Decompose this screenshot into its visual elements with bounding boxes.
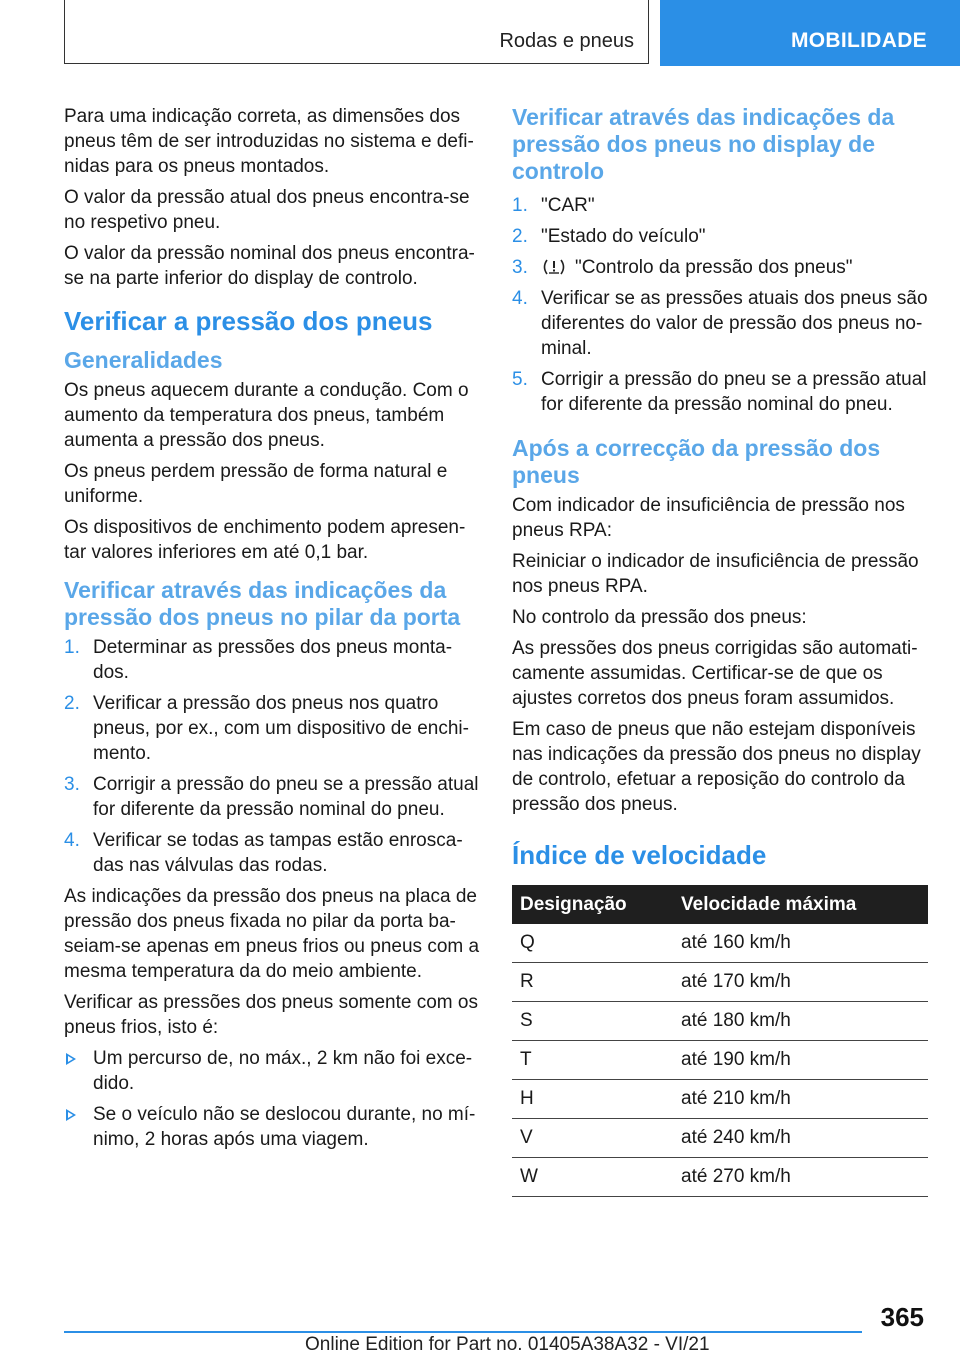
list-item <box>512 193 928 218</box>
step-number: 1. <box>64 637 80 658</box>
footer-divider <box>64 1331 862 1333</box>
step-text: Verificar se as pressões atuais dos pneus são diferentes do valor de pressão dos pneus nominal. <box>541 288 928 359</box>
page-header <box>0 0 960 66</box>
heading-control-display: Verificar através das indicações da pressão dos pneus no display de controlo <box>512 104 895 184</box>
list-item <box>64 1102 480 1152</box>
step-number: 4. <box>64 830 80 851</box>
table-cell: até 210 km/h <box>673 1080 928 1119</box>
list-item <box>64 772 480 822</box>
right-column <box>512 104 928 1197</box>
paragraph: Os dispositivos de enchimento podem apresentar valores inferiores em até 0,1 bar. <box>64 517 466 563</box>
left-column <box>64 104 480 1158</box>
list-item <box>512 224 928 249</box>
paragraph: O valor da pressão nominal dos pneus encontra-se na parte inferior do display de controlo. <box>64 243 475 289</box>
bullet-text: Se o veículo não se deslocou durante, no mínimo, 2 horas após uma viagem. <box>93 1104 476 1150</box>
list-item <box>512 286 928 361</box>
heading-generalities: Generalidades <box>64 347 223 373</box>
step-text: Determinar as pressões dos pneus montados. <box>93 637 453 683</box>
paragraph: Em caso de pneus que não estejam disponíveis nas indicações da pressão dos pneus no display de controlo, efetuar a reposição do controlo da pressão dos pneus. <box>512 719 921 815</box>
column-header: Designação <box>512 885 673 924</box>
table-row <box>512 1119 928 1158</box>
step-text: Corrigir a pressão do pneu se a pressão atual for diferente da pressão nominal do pneu. <box>541 369 927 415</box>
step-number: 3. <box>512 257 528 278</box>
table-cell: Q <box>512 924 673 963</box>
list-item <box>64 635 480 685</box>
edition-note: Online Edition for Part no. 01405A38A32 - VI/21 <box>305 1334 710 1355</box>
table-cell: até 190 km/h <box>673 1041 928 1080</box>
paragraph: Verificar as pressões dos pneus somente com os pneus frios, isto é: <box>64 992 478 1038</box>
heading-door-pillar: Verificar através das indicações da pressão dos pneus no pilar da porta <box>64 577 461 630</box>
step-number: 5. <box>512 369 528 390</box>
step-text: "Controlo da pressão dos pneus" <box>575 257 853 278</box>
paragraph: Para uma indicação correta, as dimensões dos pneus têm de ser introduzidas no sistema e definidas para os pneus montados. <box>64 106 474 177</box>
table-row <box>512 1002 928 1041</box>
step-number: 2. <box>64 693 80 714</box>
step-number: 2. <box>512 226 528 247</box>
paragraph: Com indicador de insuficiência de pressão nos pneus RPA: <box>512 495 905 541</box>
page-number: 365 <box>880 1302 924 1332</box>
step-number: 1. <box>512 195 528 216</box>
paragraph: Reiniciar o indicador de insuficiência de pressão nos pneus RPA. <box>512 551 919 597</box>
table-row <box>512 924 928 963</box>
section-title-box <box>64 0 649 64</box>
table-cell: até 240 km/h <box>673 1119 928 1158</box>
table-cell: até 270 km/h <box>673 1158 928 1197</box>
chapter-tab <box>660 0 960 66</box>
bullet-list <box>64 1046 480 1152</box>
list-item <box>512 255 928 280</box>
table-cell: até 170 km/h <box>673 963 928 1002</box>
heading-check-pressure: Verificar a pressão dos pneus <box>64 306 433 336</box>
list-item <box>512 367 928 417</box>
paragraph: No controlo da pressão dos pneus: <box>512 607 807 628</box>
table-cell: V <box>512 1119 673 1158</box>
step-text: Corrigir a pressão do pneu se a pressão atual for diferente da pressão nominal do pneu. <box>93 774 479 820</box>
column-header: Velocidade máxima <box>673 885 928 924</box>
table-cell: R <box>512 963 673 1002</box>
bullet-text: Um percurso de, no máx., 2 km não foi excedido. <box>93 1048 473 1094</box>
heading-after-correction: Após a correcção da pressão dos pneus <box>512 435 881 488</box>
tire-pressure-warning-icon <box>541 258 567 276</box>
paragraph: O valor da pressão atual dos pneus encontra-se no respetivo pneu. <box>64 187 470 233</box>
paragraph: Os pneus perdem pressão de forma natural e uniforme. <box>64 461 448 507</box>
bullet-triangle-icon <box>66 1053 76 1065</box>
table-row <box>512 1080 928 1119</box>
paragraph: As indicações da pressão dos pneus na placa de pressão dos pneus fixada no pilar da porta baseiam-se apenas em pneus frios ou pneus com a mesma temperatura da do meio ambiente. <box>64 886 480 982</box>
table-cell: até 160 km/h <box>673 924 928 963</box>
table-cell: até 180 km/h <box>673 1002 928 1041</box>
step-text: "Estado do veículo" <box>541 226 706 247</box>
step-text: Verificar se todas as tampas estão enroscadas nas válvulas das rodas. <box>93 830 463 876</box>
table-cell: W <box>512 1158 673 1197</box>
step-number: 3. <box>64 774 80 795</box>
table-cell: H <box>512 1080 673 1119</box>
table-row <box>512 1158 928 1197</box>
step-text: "CAR" <box>541 195 595 216</box>
chapter-tab-label: MOBILIDADE <box>791 29 927 52</box>
paragraph: Os pneus aquecem durante a condução. Com o aumento da temperatura dos pneus, também aumenta a pressão dos pneus. <box>64 380 469 451</box>
step-number: 4. <box>512 288 528 309</box>
steps-list <box>512 193 928 417</box>
section-title: Rodas e pneus <box>499 30 634 52</box>
paragraph: As pressões dos pneus corrigidas são automaticamente assumidas. Certificar-se de que os ajustes corretos dos pneus foram assumidos. <box>512 638 918 709</box>
table-row <box>512 1041 928 1080</box>
table-cell: S <box>512 1002 673 1041</box>
steps-list <box>64 635 480 878</box>
table-header-row <box>512 885 928 924</box>
heading-speed-index: Índice de velocidade <box>512 840 767 870</box>
bullet-triangle-icon <box>66 1109 76 1121</box>
step-text: Verificar a pressão dos pneus nos quatro pneus, por ex., com um dispositivo de enchimento. <box>93 693 469 764</box>
list-item <box>64 828 480 878</box>
table-cell: T <box>512 1041 673 1080</box>
list-item <box>64 1046 480 1096</box>
table-row <box>512 963 928 1002</box>
list-item <box>64 691 480 766</box>
speed-index-table <box>512 885 928 1197</box>
